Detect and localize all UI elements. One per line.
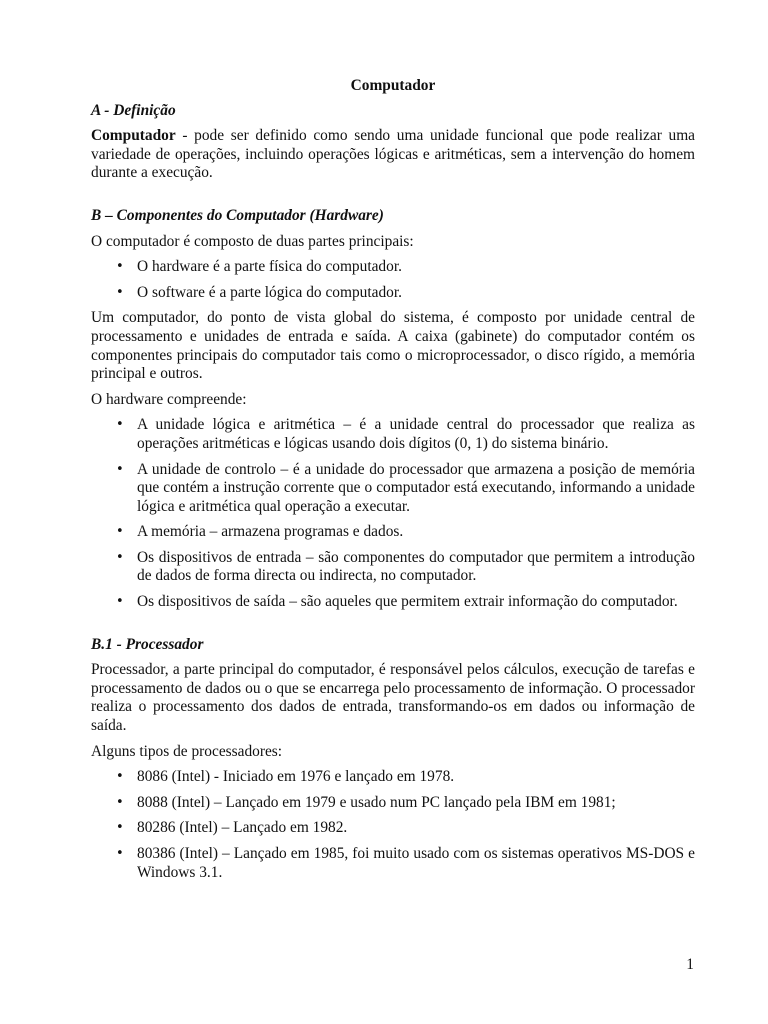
section-a-heading: A - Definição [91,101,176,119]
document-body [91,77,695,889]
list-item: • 8086 (Intel) - Iniciado em 1976 e lançado em 1978. [91,768,695,787]
system-paragraph: Um computador, do ponto de vista global do sistema, é composto por unidade central de processamento e unidades de entrada e saída. A caixa (gabinete) do computador contém os componentes principais do computador tais como o microprocessador, o disco rígido, a memória principal e outros. [91,309,695,383]
list-item: • O software é a parte lógica do computador. [91,284,695,303]
processor-types-list [91,768,695,882]
section-spacer [91,619,695,636]
list-item: • 80286 (Intel) – Lançado em 1982. [91,819,695,838]
section-b1-heading: B.1 - Processador [91,635,204,653]
processor-types-intro: Alguns tipos de processadores: [91,742,283,760]
parts-list [91,258,695,302]
list-item: • Os dispositivos de entrada – são componentes do computador que permitem a introdução de dados de forma directa ou indirecta, no computador. [91,549,695,586]
list-item: • A memória – armazena programas e dados. [91,523,695,542]
list-item: • 80386 (Intel) – Lançado em 1985, foi muito usado com os sistemas operativos MS-DOS e Windows 3.1. [91,845,695,882]
section-b-heading: B – Componentes do Computador (Hardware) [91,206,384,224]
document-title: Computador [350,77,436,94]
list-item: • A unidade de controlo – é a unidade do processador que armazena a posição de memória que contém a instrução corrente que o computador está executando, informando a unidade lógica e aritmética qual operação a executar. [91,461,695,517]
definition-paragraph [91,127,695,183]
list-item: • A unidade lógica e aritmética – é a unidade central do processador que realiza as operações aritméticas e lógicas usando dois dígitos (0, 1) do sistema binário. [91,416,695,453]
hardware-list [91,416,695,611]
list-item: • O hardware é a parte física do computador. [91,258,695,277]
hardware-intro: O hardware compreende: [91,390,247,408]
parts-intro: O computador é composto de duas partes principais: [91,232,414,250]
processor-paragraph: Processador, a parte principal do computador, é responsável pelos cálculos, execução de tarefas e processamento de dados ou o que se encarrega pelo processamento de informação. O processador realiza o processamento dos dados de entrada, transformando-os em dados ou informação de saída. [91,661,695,735]
page-number: 1 [686,956,694,973]
definition-term: Computador [91,127,176,145]
definition-text: - pode ser definido como sendo uma unidade funcional que pode realizar uma variedade de operações, incluindo operações lógicas e aritméticas, sem a intervenção do homem durante a execução. [91,127,695,182]
section-spacer [91,190,695,207]
list-item: • 8088 (Intel) – Lançado em 1979 e usado num PC lançado pela IBM em 1981; [91,794,695,813]
list-item: • Os dispositivos de saída – são aqueles que permitem extrair informação do computador. [91,593,695,612]
